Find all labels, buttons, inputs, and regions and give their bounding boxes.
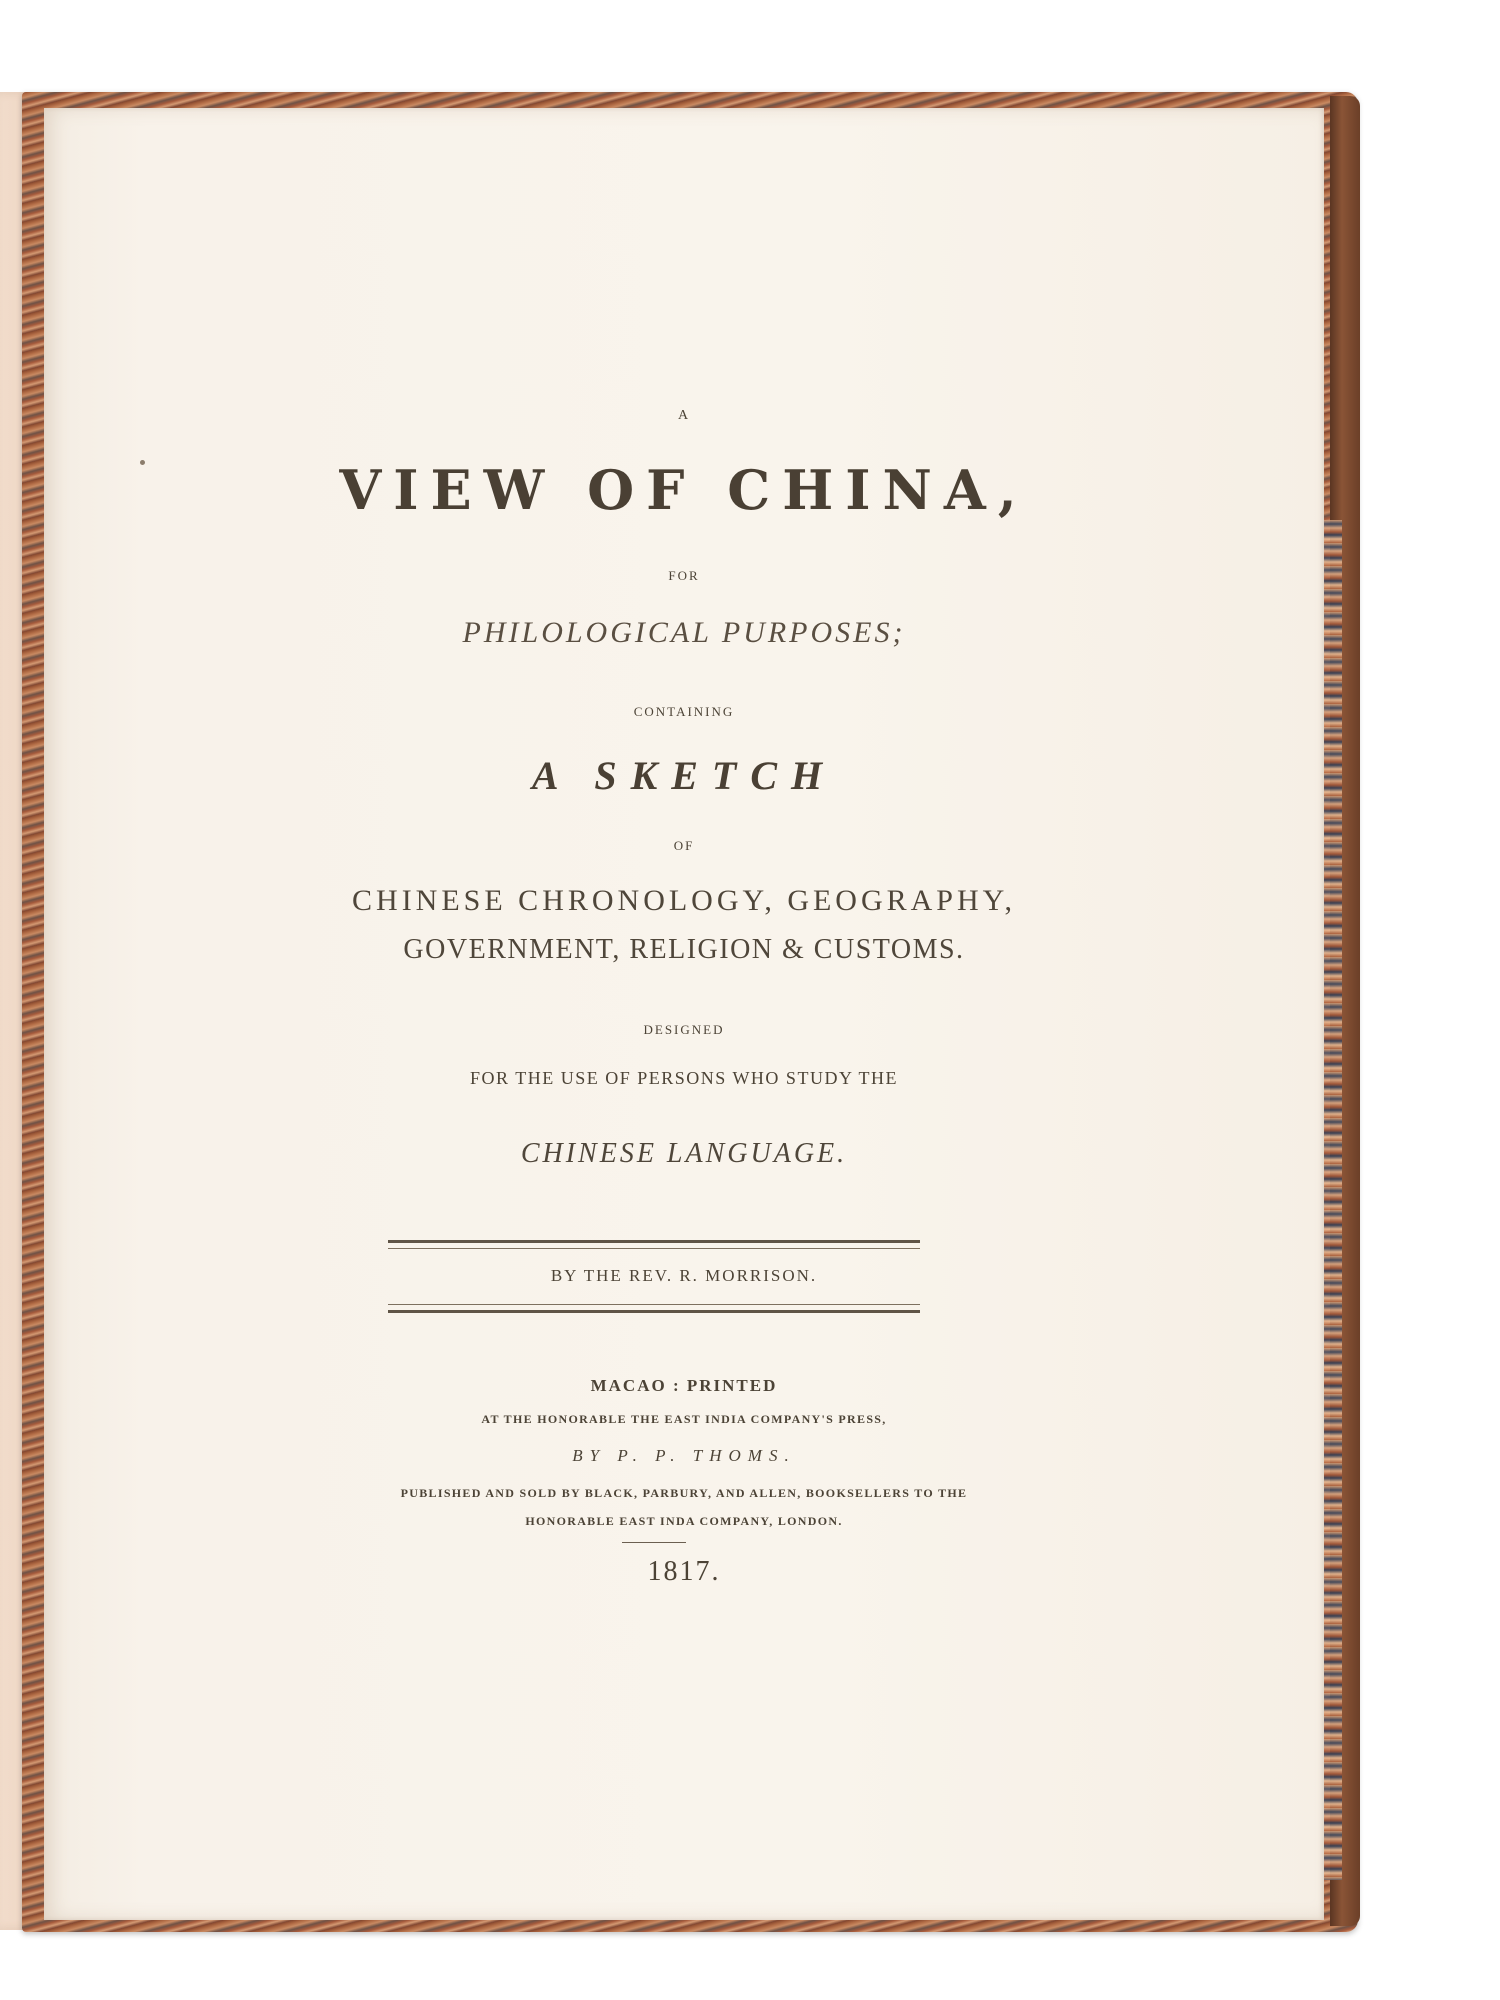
author-line: BY THE REV. R. MORRISON.	[550, 1266, 818, 1285]
designed-label: DESIGNED	[643, 1022, 725, 1037]
imprint-place: MACAO : PRINTED	[590, 1376, 778, 1395]
double-rule-bottom	[388, 1310, 920, 1313]
double-rule-top	[388, 1240, 920, 1243]
title-article: A	[677, 408, 691, 423]
double-rule-bottom-thin	[388, 1304, 920, 1305]
topics-line-2: GOVERNMENT, RELIGION & CUSTOMS.	[403, 934, 965, 965]
year-rule	[622, 1542, 686, 1543]
language-line: CHINESE LANGUAGE.	[520, 1138, 848, 1169]
double-rule-top-thin	[388, 1248, 920, 1249]
imprint-printer: BY P. P. THOMS.	[572, 1446, 796, 1465]
imprint-company: HONORABLE EAST INDA COMPANY, LONDON.	[525, 1514, 843, 1528]
imprint-press: AT THE HONORABLE THE EAST INDIA COMPANY'S PRESS,	[481, 1412, 887, 1426]
for-label: FOR	[668, 568, 700, 583]
for-use-line: FOR THE USE OF PERSONS WHO STUDY THE	[470, 1068, 898, 1088]
title-page-text	[44, 108, 1324, 1920]
purpose-line: PHILOLOGICAL PURPOSES;	[462, 616, 906, 649]
of-label: OF	[673, 838, 695, 853]
containing-label: CONTAINING	[633, 704, 735, 719]
imprint-publisher: PUBLISHED AND SOLD BY BLACK, PARBURY, AND ALLEN, BOOKSELLERS TO THE	[400, 1486, 968, 1500]
topics-line-1: CHINESE CHRONOLOGY, GEOGRAPHY,	[352, 884, 1016, 917]
main-title: VIEW OF CHINA,	[339, 458, 1029, 522]
imprint-year: 1817.	[647, 1556, 721, 1587]
sketch-heading: A SKETCH	[531, 753, 837, 798]
